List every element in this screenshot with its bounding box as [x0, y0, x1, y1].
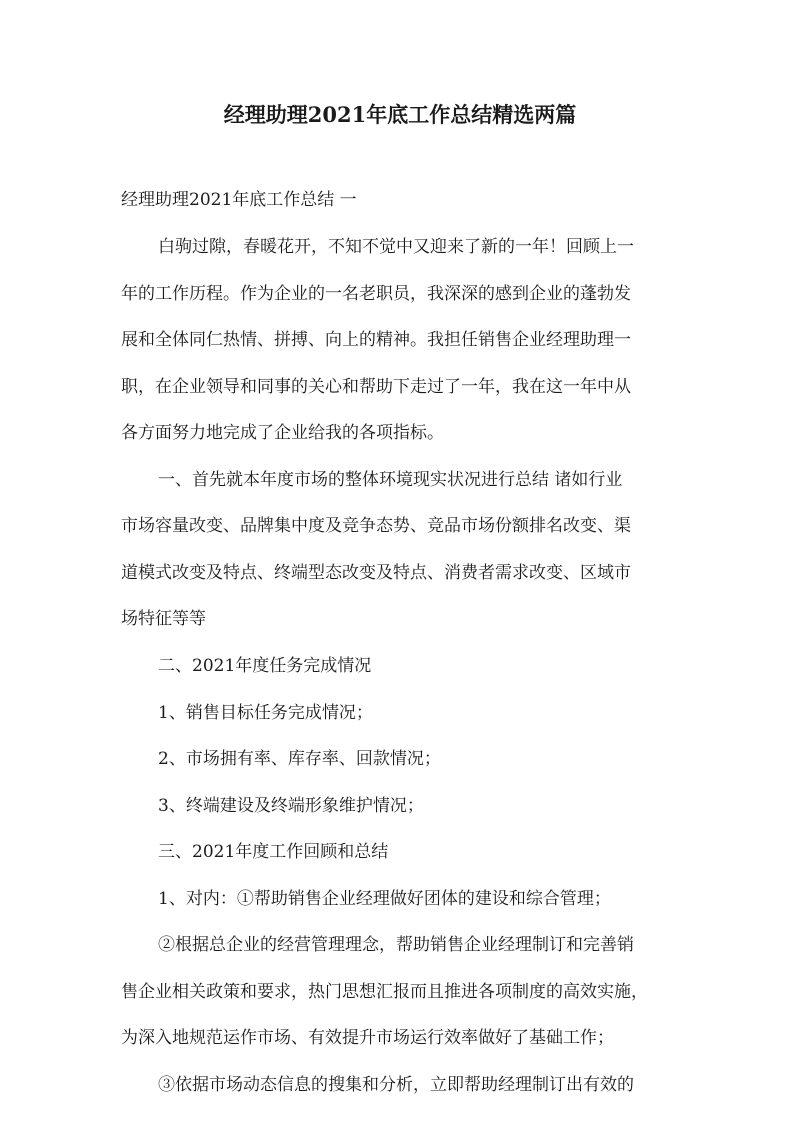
- section-heading: 二、2021年度任务完成情况: [158, 656, 372, 676]
- paragraph-line: 道模式改变及特点、终端型态改变及特点、消费者需求改变、区域市: [121, 563, 631, 583]
- paragraph-line: 展和全体同仁热情、拼搏、向上的精神。我担任销售企业经理助理一: [121, 330, 631, 350]
- paragraph-line: ③依据市场动态信息的搜集和分析，立即帮助经理制订出有效的: [158, 1075, 634, 1095]
- paragraph-line: 市场容量改变、品牌集中度及竞争态势、竞品市场份额排名改变、渠: [121, 516, 631, 536]
- paragraph-line: 各方面努力地完成了企业给我的各项指标。: [121, 423, 444, 443]
- section-heading: 三、2021年度工作回顾和总结: [158, 842, 389, 862]
- paragraph-line: 售企业相关政策和要求，热门思想汇报而且推进各项制度的高效实施，: [121, 982, 648, 1002]
- paragraph-line: 年的工作历程。作为企业的一名老职员，我深深的感到企业的蓬勃发: [121, 284, 631, 304]
- paragraph-line: 为深入地规范运作市场、有效提升市场运行效率做好了基础工作；: [121, 1028, 614, 1048]
- paragraph-line: 场特征等等: [121, 609, 206, 629]
- paragraph-line: 一、首先就本年度市场的整体环境现实状况进行总结 诸如行业: [158, 470, 623, 490]
- list-item: 1、对内：①帮助销售企业经理做好团体的建设和综合管理；: [158, 889, 611, 909]
- list-item: 3、终端建设及终端形象维护情况；: [158, 796, 424, 816]
- paragraph-line: 职，在企业领导和同事的关心和帮助下走过了一年，我在这一年中从: [121, 377, 631, 397]
- document-title: 经理助理2021年底工作总结精选两篇: [223, 102, 577, 127]
- list-item: 2、市场拥有率、库存率、回款情况；: [158, 749, 441, 769]
- paragraph-line: ②根据总企业的经营管理理念，帮助销售企业经理制订和完善销: [158, 935, 634, 955]
- paragraph-line: 白驹过隙，春暖花开，不知不觉中又迎来了新的一年！回顾上一: [158, 237, 634, 257]
- section-subtitle: 经理助理2021年底工作总结 一: [121, 190, 357, 210]
- list-item: 1、销售目标任务完成情况；: [158, 703, 373, 723]
